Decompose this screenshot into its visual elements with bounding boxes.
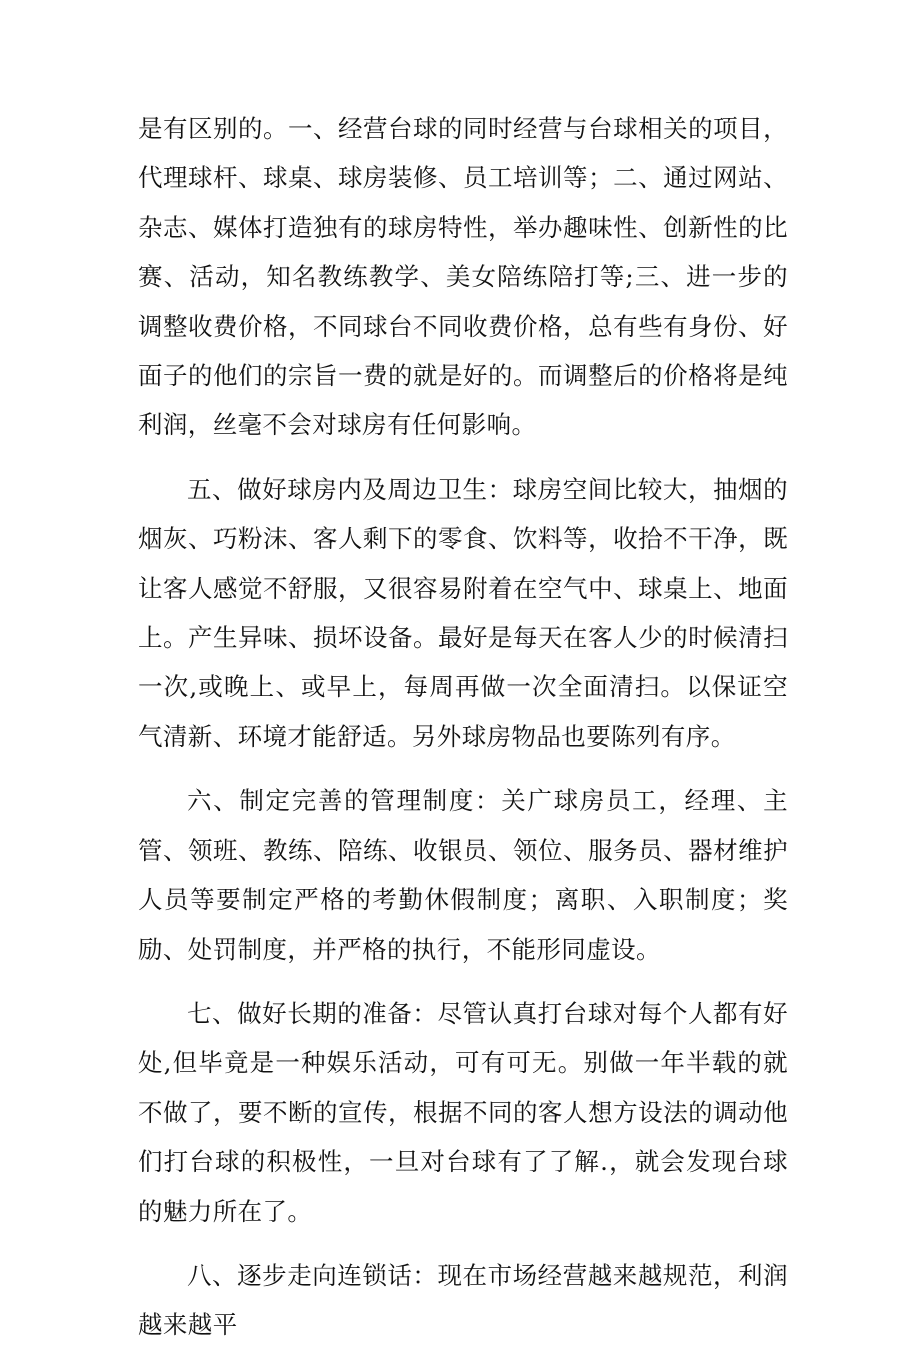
paragraph-section-seven: 七、做好长期的准备：尽管认真打台球对每个人都有好处,但毕竟是一种娱乐活动，可有可无。别做一年半载的就不做了，要不断的宣传，根据不同的客人想方设法的调动他们打台球的积极性，一旦对台球有了了解.，就会发现台球的魅力所在了。 bbox=[138, 998, 788, 1226]
paragraph-section-five: 五、做好球房内及周边卫生：球房空间比较大，抽烟的烟灰、巧粉沫、客人剩下的零食、饮料等，收拾不干净，既让客人感觉不舒服，又很容易附着在空气中、球桌上、地面上。产生异味、损坏设备。最好是每天在客人少的时候清扫一次,或晚上、或早上，每周再做一次全面清扫。以保证空气清新、环境才能舒适。另外球房物品也要陈列有序。 bbox=[138, 474, 788, 751]
paragraph-section-six: 六、制定完善的管理制度：关广球房员工，经理、主管、领班、教练、陪练、收银员、领位、服务员、器材维护人员等要制定严格的考勤休假制度；离职、入职制度；奖励、处罚制度，并严格的执行，不能形同虚设。 bbox=[138, 786, 788, 964]
document-body bbox=[138, 104, 788, 1350]
paragraph-section-eight: 八、逐步走向连锁话：现在市场经营越来越规范，利润越来越平 bbox=[138, 1260, 788, 1340]
paragraph-continuation: 是有区别的。一、经营台球的同时经营与台球相关的项目，代理球杆、球桌、球房装修、员工培训等；二、通过网站、杂志、媒体打造独有的球房特性，举办趣味性、创新性的比赛、活动，知名教练教学、美女陪练陪打等;三、进一步的调整收费价格，不同球台不同收费价格，总有些有身份、好面子的他们的宗旨一费的就是好的。而调整后的价格将是纯利润，丝毫不会对球房有任何影响。 bbox=[138, 114, 788, 440]
